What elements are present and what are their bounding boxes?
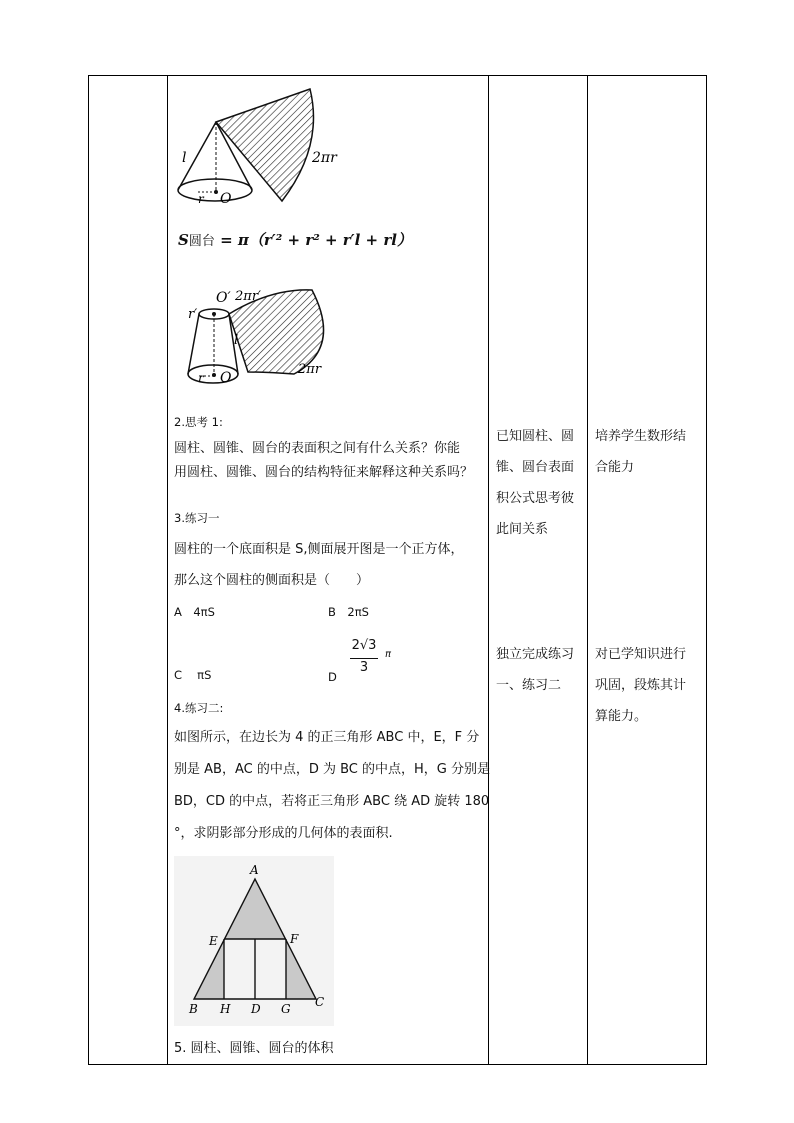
exercise1-option-a: A 4πS (174, 605, 215, 619)
cone-label-arc: 2πr (312, 150, 337, 166)
table-divider-2 (488, 75, 489, 1065)
student-col-line-4: 此间关系 (496, 522, 549, 537)
student-col-line-3: 积公式思考彼 (496, 491, 575, 506)
exercise1-option-c: C πS (174, 668, 212, 682)
cone-label-O: O (220, 191, 232, 207)
think-line-2: 用圆柱、圆锥、圆台的结构特征来解释这种关系吗？ (174, 465, 474, 480)
fraction-numerator: 2√3 (351, 638, 377, 653)
triangle-figure (174, 856, 334, 1026)
formula-lead: S (178, 231, 189, 249)
triangle-label-A: A (250, 863, 259, 877)
think-heading: 2.思考 1: (174, 415, 223, 429)
table-border-right (706, 75, 707, 1065)
formula-subscript: 圆台 (188, 234, 215, 249)
triangle-label-C: C (315, 995, 325, 1009)
triangle-label-E: E (209, 934, 218, 948)
exercise1-option-d: D (328, 670, 337, 684)
exercise1-heading: 3.练习一 (174, 511, 220, 525)
intent-col-line-3: 对已学知识进行 (595, 647, 687, 662)
fraction-bar (350, 658, 378, 659)
exercise2-line-1: 如图所示，在边长为 4 的正三角形 ABC 中，E，F 分 (174, 730, 480, 745)
formula-rest: = π（r′² + r² + r′l + rl） (214, 231, 412, 249)
fraction-denominator: 3 (359, 660, 369, 675)
intent-col-line-1: 培养学生数形结 (595, 429, 687, 444)
table-border-bottom (88, 1064, 707, 1065)
cone-sector (216, 89, 314, 201)
frustum-label-r: r (198, 371, 204, 385)
intent-col-line-4: 巩固，段炼其计 (595, 678, 687, 693)
table-border-top (88, 75, 707, 76)
think-line-1: 圆柱、圆锥、圆台的表面积之间有什么关系？你能 (174, 441, 461, 456)
frustum-label-rprime: r′ (188, 307, 198, 322)
exercise2-heading: 4.练习二: (174, 701, 224, 715)
fraction-pi: π (385, 649, 392, 660)
exercise1-line-1: 圆柱的一个底面积是 S,侧面展开图是一个正方体， (174, 542, 464, 557)
exercise2-line-3: BD，CD 的中点，若将正三角形 ABC 绕 AD 旋转 180 (174, 794, 490, 809)
frustum-label-top-arc: 2πr′ (235, 289, 261, 304)
frustum-area-formula (178, 229, 412, 250)
frustum-label-O: O (220, 370, 232, 386)
student-col-line-6: 一、练习二 (496, 678, 562, 693)
exercise2-line-2: 别是 AB，AC 的中点，D 为 BC 的中点，H，G 分别是 (174, 762, 490, 777)
triangle-label-H: H (220, 1002, 231, 1016)
intent-col-line-2: 合能力 (595, 460, 635, 475)
cone-base (178, 179, 252, 201)
triangle-label-D: D (251, 1002, 261, 1016)
frustum-label-bottom-arc: 2πr (298, 362, 322, 377)
triangle-label-B: B (189, 1002, 198, 1016)
table-border-left (88, 75, 89, 1065)
triangle-label-G: G (281, 1002, 291, 1016)
student-col-line-2: 锥、圆台表面 (496, 460, 575, 475)
cone-unfolding-figure (172, 86, 362, 216)
frustum-label-l: l (234, 333, 239, 348)
frustum-unfolding-figure (172, 278, 352, 393)
intent-col-line-5: 算能力。 (595, 709, 648, 724)
cone-label-r: r (198, 192, 204, 206)
exercise1-line-2: 那么这个圆柱的侧面积是（ ） (174, 573, 370, 588)
exercise2-line-4: °，求阴影部分形成的几何体的表面积. (174, 826, 393, 841)
frustum-label-Oprime: O′ (216, 290, 231, 306)
cone-label-l: l (182, 150, 187, 166)
table-divider-1 (167, 75, 168, 1065)
student-col-line-1: 已知圆柱、圆 (496, 429, 575, 444)
table-divider-3 (587, 75, 588, 1065)
exercise1-option-b: B 2πS (328, 605, 369, 619)
student-col-line-5: 独立完成练习 (496, 647, 575, 662)
triangle-label-F: F (290, 932, 299, 946)
exercise1-option-d-fraction (349, 638, 409, 682)
section-5-heading: 5. 圆柱、圆锥、圆台的体积 (174, 1041, 334, 1056)
